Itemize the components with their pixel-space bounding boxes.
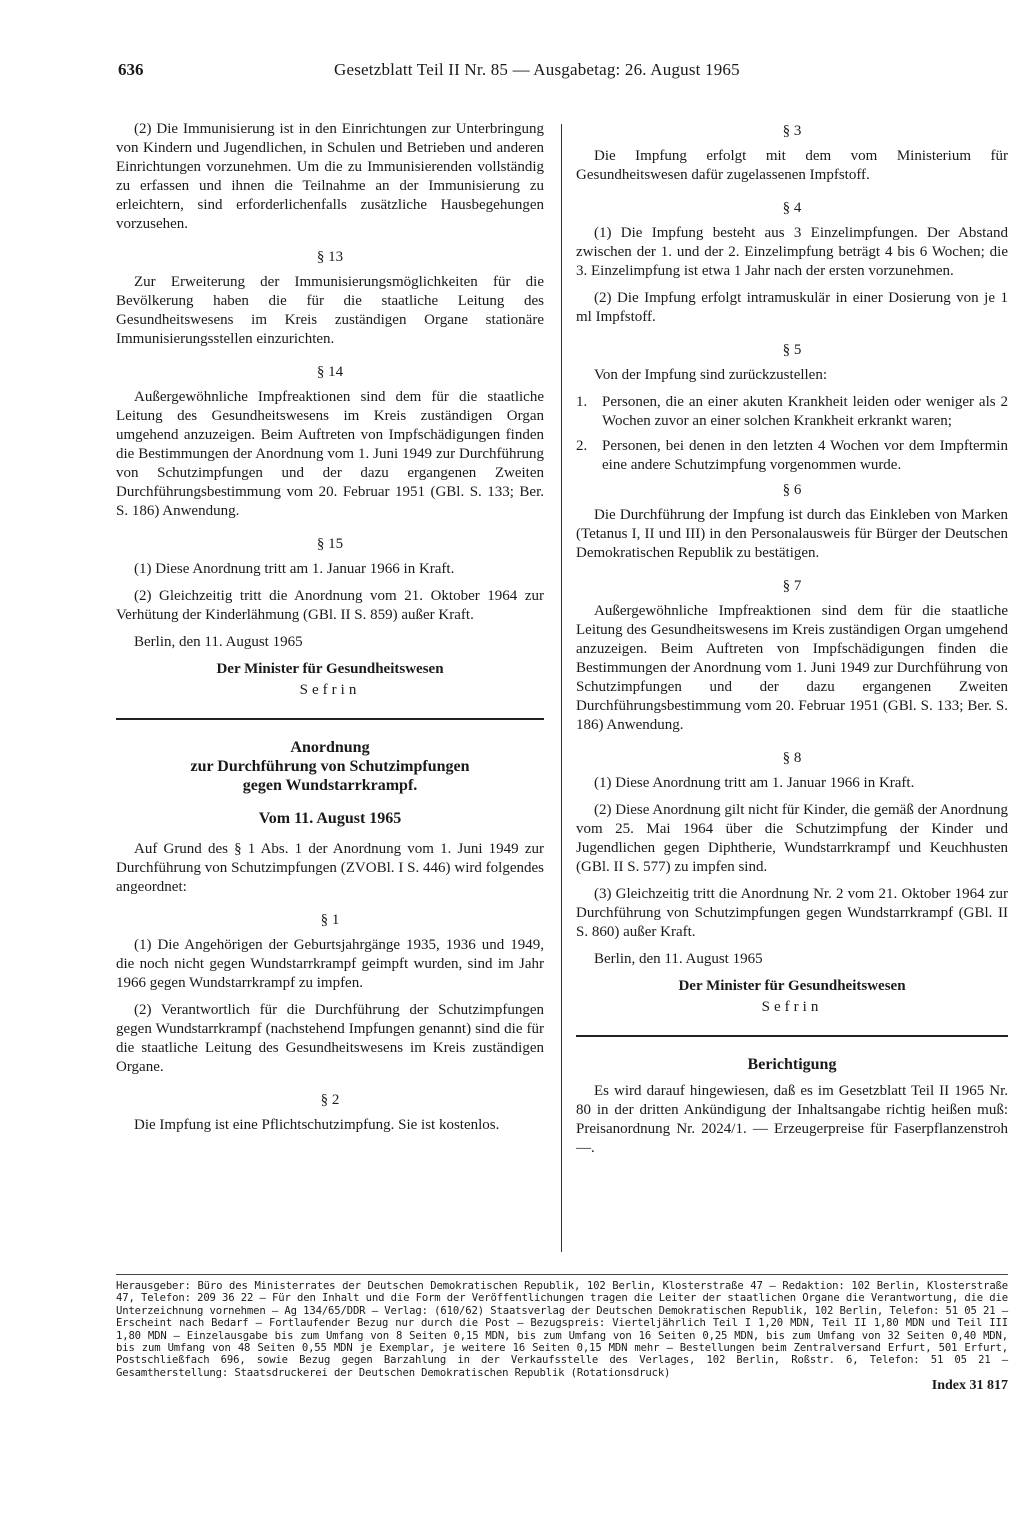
section-15-2: (2) Gleichzeitig tritt die Anordnung vom 21. Oktober 1964 zur Verhütung der Kinderlähmung (GBl. II S. 859) außer Kraft. [116,588,544,623]
section-4-2: (2) Die Impfung erfolgt intramuskulär in einer Dosierung von je 1 ml Impfstoff. [576,290,1008,325]
minister-title: Der Minister für Gesundheitswesen [678,978,906,994]
section-3-heading: § 3 [782,123,802,139]
paragraph-12-2: (2) Die Immunisierung ist in den Einrichtungen zur Unterbringung von Kindern und Jugendlichen, in Schulen und Betrieben und anderen Einrichtungen vorzunehmen. Um die zu Immunisierenden vollständig zu erfassen und ihnen die Teilnahme an der Immunisierung zu erleichtern, sind erforderlichenfalls zusätzliche Hausbegehungen vorzusehen. [116,121,544,232]
column-divider [561,124,562,1252]
decree-title-line-3: gegen Wundstarrkrampf. [242,777,418,794]
running-head: Gesetzblatt Teil II Nr. 85 — Ausgabetag: 26. August 1965 [334,60,740,79]
section-8-2: (2) Diese Anordnung gilt nicht für Kinder, die gemäß der Anordnung vom 25. Mai 1964 über die Schutzimpfung der Kinder und Jugendlichen gegen Diphtherie, Wundstarrkrampf und Keuchhusten (GBl. II S. 577) zu impfen sind. [576,802,1008,875]
signature: Sefrin [299,682,361,698]
list-item [576,437,1008,475]
list-item-text: Personen, bei denen in den letzten 4 Wochen vor dem Impftermin eine andere Schutzimpfung vorgenommen wurde. [602,438,1008,473]
imprint: Herausgeber: Büro des Ministerrates der Deutschen Demokratischen Republik, 102 Berlin, Klosterstraße 47 – Redaktion: 102 Berlin, Klosterstraße 47, Telefon: 209 36 22 – Für den Inhalt und die Form der Veröffentlichungen tragen die Leiter der staatlichen Organe die Verantwortung, die die Unterzeichnung vornehmen – Ag 134/65/DDR – Verlag: (610/62) Staatsverlag der Deutschen Demokratischen Republik, 102 Berlin, Telefon: 51 05 21 – Erscheint nach Bedarf – Fortlaufender Bezug nur durch die Post – Bezugspreis: Vierteljährlich Teil I 1,20 MDN, Teil II 1,80 MDN und Teil III 1,80 MDN – Einzelausgabe bis zum Umfang von 8 Seiten 0,15 MDN, bis zum Umfang von 16 Seiten 0,25 MDN, bis zum Umfang von 32 Seiten 0,40 MDN, bis zum Umfang von 48 Seiten 0,55 MDN je Exemplar, je weitere 16 Seiten 0,15 MDN mehr – Bestellungen beim Zentralversand Erfurt, 501 Erfurt, Postschließfach 696, sowie Bezug gegen Barzahlung in der Verkaufsstelle des Verlages, 102 Berlin, Roßstr. 6, Telefon: 51 05 21 – Gesamtherstellung: Staatsdruckerei der Deutschen Demokratischen Republik (Rotationsdruck) [116,1280,1008,1379]
decree-title-line-1: Anordnung [290,739,370,756]
footer-rule [116,1274,1008,1275]
decree-title-line-2: zur Durchführung von Schutzimpfungen [190,758,470,775]
section-15-1: (1) Diese Anordnung tritt am 1. Januar 1966 in Kraft. [134,561,455,577]
section-13-heading: § 13 [316,249,344,265]
list-item-number: 1. [576,394,588,410]
section-7-text: Außergewöhnliche Impfreaktionen sind dem für die staatliche Leitung des Gesundheitswesens im Kreis zuständigen Organ umgehend anzuzeigen. Beim Auftreten von Impfschädigungen finden die Bestimmungen der Anordnung vom 1. Juni 1949 zur Durchführung von Schutzimpfungen und der dazu ergangenen Zweiten Durchführungsbestimmung vom 20. Februar 1951 (GBl. S. 133; Ber. S. 186) Anwendung. [576,603,1008,733]
page-header [118,60,1008,90]
section-rule [576,1035,1008,1037]
section-2-heading: § 2 [320,1092,340,1108]
section-7-heading: § 7 [782,578,802,594]
section-6-heading: § 6 [782,482,802,498]
section-6-text: Die Durchführung der Impfung ist durch das Einkleben von Marken (Tetanus I, II und III) in den Personalausweis für Bürger der Deutschen Demokratischen Republik zu bestätigen. [576,507,1008,561]
signature: Sefrin [761,999,823,1015]
section-8-1: (1) Diese Anordnung tritt am 1. Januar 1966 in Kraft. [594,775,915,791]
section-3-text: Die Impfung erfolgt mit dem vom Ministerium für Gesundheitswesen dafür zugelassenen Impfstoff. [576,148,1008,183]
section-4-heading: § 4 [782,200,802,216]
section-4-1: (1) Die Impfung besteht aus 3 Einzelimpfungen. Der Abstand zwischen der 1. und der 2. Einzelimpfung beträgt 4 bis 6 Wochen; die 3. Einzelimpfung ist etwa 1 Jahr nach der ersten vorzunehmen. [576,225,1008,279]
right-column [576,120,1008,1166]
list-item-number: 2. [576,438,588,454]
section-5-heading: § 5 [782,342,802,358]
place-date: Berlin, den 11. August 1965 [134,634,303,650]
section-1-heading: § 1 [320,912,340,928]
correction-text: Es wird darauf hingewiesen, daß es im Gesetzblatt Teil II 1965 Nr. 80 in der dritten Ankündigung der Inhaltsangabe richtig heißen muß: Preisanordnung Nr. 2024/1. — Erzeugerpreise für Faserpflanzenstroh —. [576,1083,1008,1156]
section-8-heading: § 8 [782,750,802,766]
left-column [116,120,544,1143]
correction-title: Berichtigung [747,1056,837,1073]
decree-date: Vom 11. August 1965 [258,810,402,827]
section-8-3: (3) Gleichzeitig tritt die Anordnung Nr. 2 vom 21. Oktober 1964 zur Durchführung von Schutzimpfungen gegen Wundstarrkrampf (GBl. II S. 860) außer Kraft. [576,886,1008,940]
section-1-2: (2) Verantwortlich für die Durchführung der Schutzimpfungen gegen Wundstarrkrampf (nachstehend Impfungen genannt) sind die für die staatliche Leitung des Gesundheitswesens im Kreis zuständigen Organe. [116,1002,544,1075]
index-number: Index 31 817 [931,1378,1008,1393]
section-14-text: Außergewöhnliche Impfreaktionen sind dem für die staatliche Leitung des Gesundheitswesens im Kreis zuständigen Organ umgehend anzuzeigen. Beim Auftreten von Impfschädigungen finden die Bestimmungen der Anordnung vom 1. Juni 1949 zur Durchführung von Schutzimpfungen und der dazu ergangenen Zweiten Durchführungsbestimmung vom 20. Februar 1951 (GBl. S. 133; Ber. S. 186) Anwendung. [116,389,544,519]
section-13-text: Zur Erweiterung der Immunisierungsmöglichkeiten für die Bevölkerung haben die für die staatliche Leitung des Gesundheitswesens im Kreis zuständigen Organe stationäre Immunisierungsstellen einzurichten. [116,274,544,347]
section-1-1: (1) Die Angehörigen der Geburtsjahrgänge 1935, 1936 und 1949, die noch nicht gegen Wundstarrkrampf geimpft wurden, sind im Jahr 1966 gegen Wundstarrkrampf zu impfen. [116,937,544,991]
place-date: Berlin, den 11. August 1965 [594,951,763,967]
section-2-text: Die Impfung ist eine Pflichtschutzimpfung. Sie ist kostenlos. [134,1117,500,1133]
section-rule [116,718,544,720]
section-5-intro: Von der Impfung sind zurückzustellen: [594,367,828,383]
preamble: Auf Grund des § 1 Abs. 1 der Anordnung vom 1. Juni 1949 zur Durchführung von Schutzimpfungen (ZVOBl. I S. 446) wird folgendes angeordnet: [116,841,544,895]
section-14-heading: § 14 [316,364,344,380]
page-number: 636 [118,60,144,79]
list-item-text: Personen, die an einer akuten Krankheit leiden oder weniger als 2 Wochen zuvor an einer solchen Krankheit erkrankt waren; [602,394,1008,429]
section-15-heading: § 15 [316,536,344,552]
minister-title: Der Minister für Gesundheitswesen [216,661,444,677]
list-item [576,393,1008,431]
